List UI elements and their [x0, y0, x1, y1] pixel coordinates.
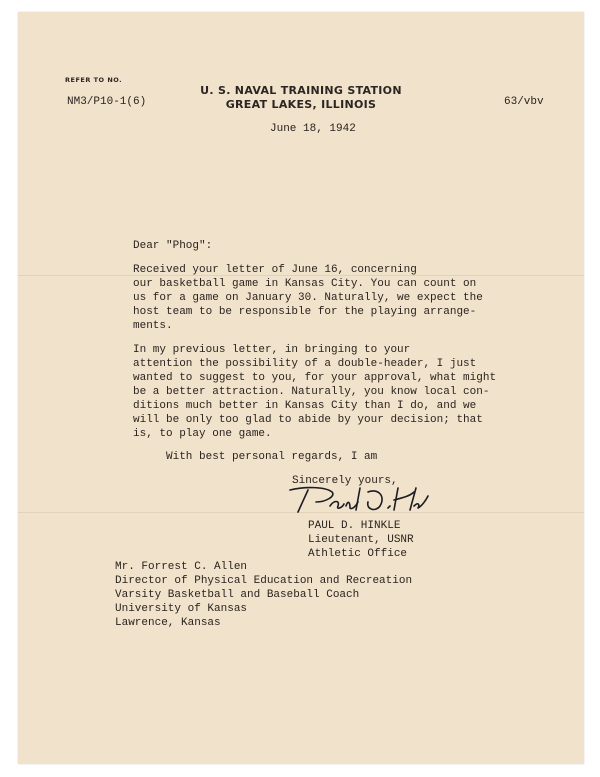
address-line: Mr. Forrest C. Allen: [115, 561, 248, 573]
signatory-office: Athletic Office: [308, 548, 408, 560]
paragraph-line: wanted to suggest to you, for your approval, what might: [133, 372, 497, 384]
paragraph-line: attention the possibility of a double-header, I just: [133, 358, 477, 370]
complimentary-close: Sincerely yours,: [292, 475, 398, 487]
paragraph-line: Received your letter of June 16, concerning: [133, 264, 417, 276]
paragraph-line: our basketball game in Kansas City. You can count on: [133, 278, 477, 290]
signatory-rank: Lieutenant, USNR: [308, 534, 414, 546]
paragraph-line: host team to be responsible for the playing arrange-: [133, 306, 477, 318]
paragraph-line: will be only too glad to abide by your decision; that: [133, 414, 483, 426]
paragraph-line: be a better attraction. Naturally, you know local con-: [133, 386, 490, 398]
address-line: Director of Physical Education and Recreation: [115, 575, 413, 587]
closing-sentence: With best personal regards, I am: [166, 451, 378, 463]
reference-number: NM3/P10-1(6): [67, 96, 147, 108]
paragraph-line: ments.: [133, 320, 173, 332]
signatory-name: PAUL D. HINKLE: [308, 520, 401, 532]
address-line: Lawrence, Kansas: [115, 617, 221, 629]
address-line: University of Kansas: [115, 603, 248, 615]
paragraph-line: ditions much better in Kansas City than I do, and we: [133, 400, 477, 412]
handwritten-signature: [286, 482, 432, 516]
letterhead-location: GREAT LAKES, ILLINOIS: [225, 98, 377, 111]
salutation: Dear "Phog":: [133, 240, 213, 252]
paragraph-line: us for a game on January 30. Naturally, we expect the: [133, 292, 483, 304]
paragraph-line: In my previous letter, in bringing to your: [133, 344, 411, 356]
letterhead-station: U. S. NAVAL TRAINING STATION: [200, 84, 402, 97]
refer-to-label: REFER TO NO.: [65, 76, 123, 84]
address-line: Varsity Basketball and Baseball Coach: [115, 589, 360, 601]
typist-initials: 63/vbv: [504, 96, 544, 108]
letter-page: [18, 12, 584, 764]
paragraph-line: is, to play one game.: [133, 428, 272, 440]
letter-date: June 18, 1942: [270, 123, 356, 135]
